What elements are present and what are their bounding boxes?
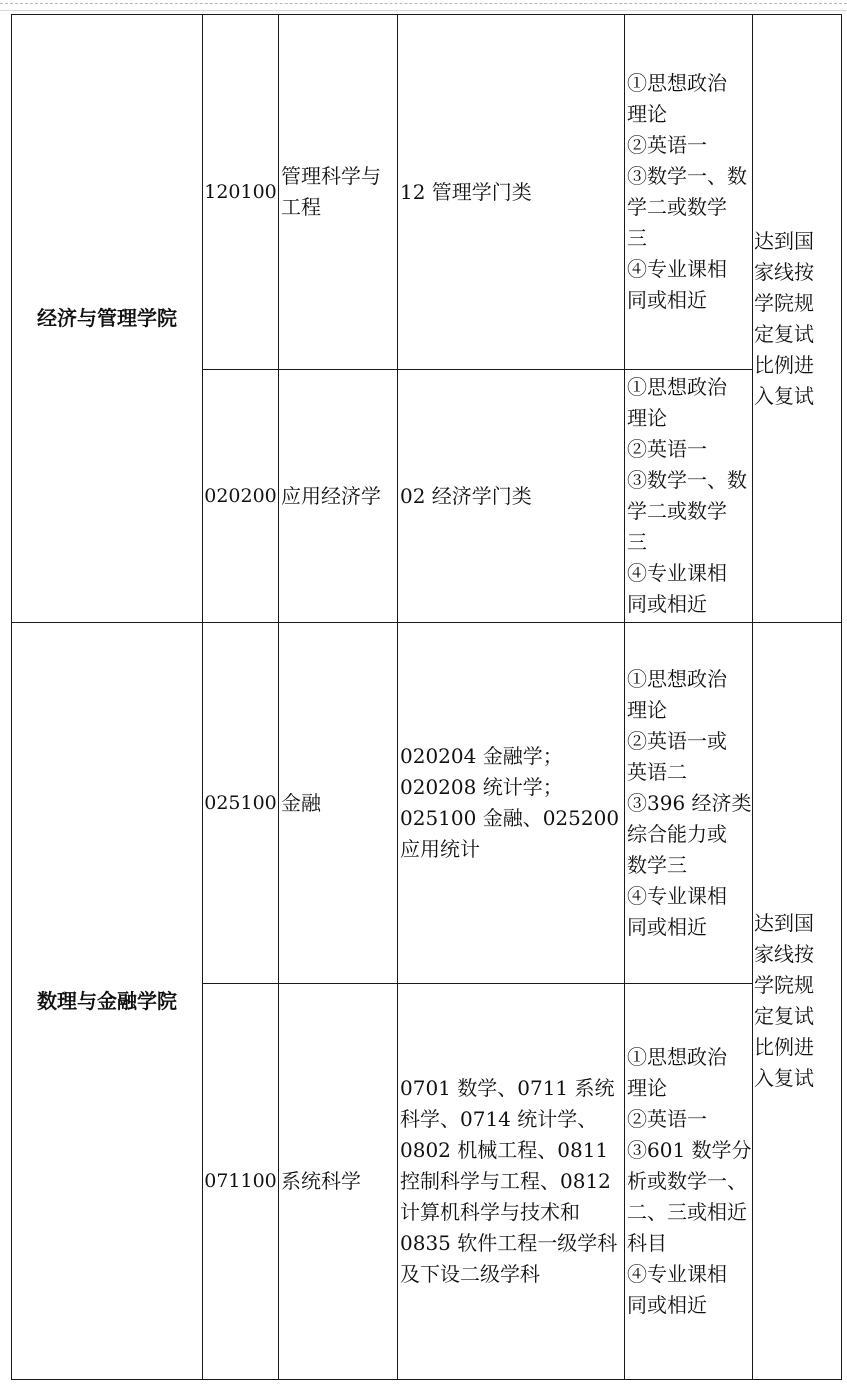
exam-line: 理论 <box>627 406 667 430</box>
exam-line: 二、三或相近 <box>627 1200 747 1224</box>
requirement-line: 比例进 <box>754 352 814 377</box>
major-code: 120100 <box>203 15 279 370</box>
requirement-line: 家线按 <box>754 259 814 284</box>
admission-scope: 12 管理学门类 <box>398 15 625 370</box>
exam-line: 析或数学一、 <box>627 1169 747 1193</box>
exam-line: ④专业课相 <box>627 883 727 908</box>
requirement-line: 学院规 <box>754 973 814 997</box>
exam-line: 综合能力或 <box>627 821 727 846</box>
college-name: 数理与金融学院 <box>12 623 203 1380</box>
major-code: 071100 <box>203 984 279 1380</box>
exam-line: 学二或数学 <box>627 195 727 219</box>
admission-scope: 02 经济学门类 <box>398 370 625 623</box>
exam-subjects <box>625 623 753 984</box>
exam-line: 同或相近 <box>627 288 707 312</box>
exam-line: ③396 经济类 <box>627 790 752 815</box>
top-ruler-dashed-line <box>0 3 847 4</box>
top-ruler-line <box>0 10 847 11</box>
exam-line: ④专业课相 <box>627 1262 727 1286</box>
exam-line: 同或相近 <box>627 1293 707 1317</box>
major-code: 025100 <box>203 623 279 984</box>
retest-requirement <box>753 15 842 623</box>
requirement-line: 达到国 <box>754 228 814 253</box>
requirement-line: 家线按 <box>754 942 814 966</box>
exam-line: ④专业课相 <box>627 561 727 585</box>
admission-scope: 020204 金融学；020208 统计学；025100 金融、025200 应用统计 <box>398 623 625 984</box>
requirement-line: 定复试 <box>754 321 814 346</box>
exam-line: ③数学一、数 <box>627 468 747 492</box>
exam-line: ④专业课相 <box>627 257 727 281</box>
exam-line: ②英语一 <box>627 437 707 461</box>
requirement-line: 学院规 <box>754 290 814 315</box>
exam-line: ②英语一 <box>627 1107 707 1131</box>
exam-line: ②英语一 <box>627 133 707 157</box>
exam-line: 英语二 <box>627 759 687 784</box>
exam-line: ③601 数学分 <box>627 1138 752 1162</box>
exam-subjects <box>625 15 753 370</box>
exam-line: 理论 <box>627 697 667 722</box>
major-code: 020200 <box>203 370 279 623</box>
exam-line: 理论 <box>627 102 667 126</box>
requirement-line: 定复试 <box>754 1004 814 1028</box>
exam-line: 数学三 <box>627 852 687 877</box>
exam-line: 理论 <box>627 1076 667 1100</box>
major-name: 系统科学 <box>279 984 398 1380</box>
exam-line: ③数学一、数 <box>627 164 747 188</box>
exam-line: ②英语一或 <box>627 728 727 753</box>
exam-line: ①思想政治 <box>627 375 727 399</box>
requirement-line: 比例进 <box>754 1035 814 1059</box>
college-name: 经济与管理学院 <box>12 15 203 623</box>
exam-line: ①思想政治 <box>627 1045 727 1069</box>
exam-subjects <box>625 984 753 1380</box>
admission-scope: 0701 数学、0711 系统科学、0714 统计学、0802 机械工程、0811 控制科学与工程、0812 计算机科学与技术和 0835 软件工程一级学科及下设二级学科 <box>398 984 625 1380</box>
exam-line: ①思想政治 <box>627 71 727 95</box>
exam-line: 同或相近 <box>627 914 707 939</box>
table-row <box>12 623 842 984</box>
major-name: 应用经济学 <box>279 370 398 623</box>
requirement-line: 达到国 <box>754 911 814 935</box>
exam-subjects <box>625 370 753 623</box>
requirement-line: 入复试 <box>754 383 814 408</box>
table-row <box>12 15 842 370</box>
admission-table <box>11 14 842 1380</box>
retest-requirement <box>753 623 842 1380</box>
major-name: 管理科学与工程 <box>279 15 398 370</box>
major-name: 金融 <box>279 623 398 984</box>
exam-line: 科目 <box>627 1231 667 1255</box>
exam-line: 三 <box>627 530 647 554</box>
exam-line: 三 <box>627 226 647 250</box>
requirement-line: 入复试 <box>754 1066 814 1090</box>
exam-line: ①思想政治 <box>627 666 727 691</box>
exam-line: 学二或数学 <box>627 499 727 523</box>
exam-line: 同或相近 <box>627 592 707 616</box>
